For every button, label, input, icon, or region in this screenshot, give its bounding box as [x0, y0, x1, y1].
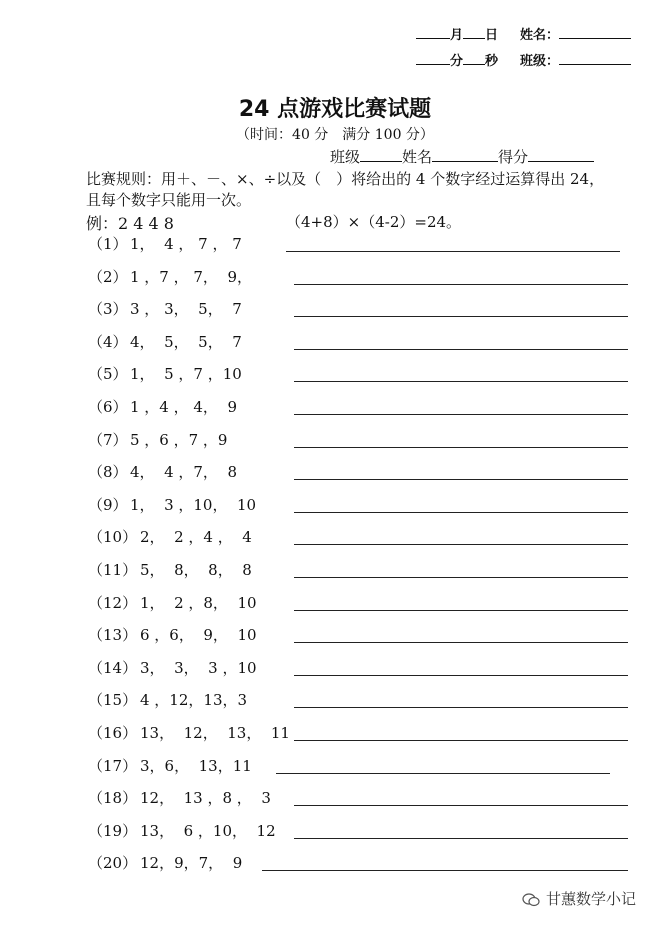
info-class-blank[interactable] — [360, 147, 402, 162]
question-number: （14） — [88, 658, 138, 677]
answer-line[interactable] — [276, 773, 610, 774]
day-label: 日 — [485, 28, 499, 43]
question-number: （11） — [88, 561, 138, 579]
question-numbers: 2， 2 ，4 ， 4 — [140, 528, 252, 547]
question-number: （16） — [88, 724, 138, 742]
answer-line[interactable] — [294, 479, 628, 480]
question-numbers: 3 ， 3， 5， 7 — [130, 300, 242, 319]
date-row — [416, 24, 498, 43]
watermark — [522, 888, 636, 909]
question-number: （6） — [88, 398, 128, 416]
answer-line[interactable] — [286, 251, 620, 252]
answer-line[interactable] — [262, 870, 628, 871]
answer-line[interactable] — [294, 577, 628, 578]
question-number: （19） — [88, 821, 138, 840]
header-name-label: 姓名： — [520, 28, 560, 43]
answer-line[interactable] — [294, 642, 628, 643]
question-numbers: 1， 5 ，7 ，10 — [130, 365, 242, 384]
question-number: （2） — [88, 267, 128, 286]
month-blank[interactable] — [416, 24, 450, 39]
answer-line[interactable] — [294, 316, 628, 317]
question-numbers: 13， 6 ，10， 12 — [140, 821, 276, 840]
question-numbers: 4， 4 ，7， 8 — [130, 463, 238, 482]
answer-line[interactable] — [294, 512, 628, 513]
wechat-icon — [522, 893, 540, 907]
question-number: （12） — [88, 593, 138, 612]
question-number: （1） — [88, 235, 128, 253]
question-number: （8） — [88, 463, 128, 482]
answer-line[interactable] — [294, 675, 628, 676]
answer-line[interactable] — [294, 414, 628, 415]
answer-line[interactable] — [294, 349, 628, 350]
answer-line[interactable] — [294, 740, 628, 741]
class-row — [520, 50, 631, 69]
answer-line[interactable] — [294, 805, 628, 806]
question-number: （18） — [88, 789, 138, 808]
rules-line-1: 比赛规则：用＋、－、×、÷以及（ ）将给出的 4 个数字经过运算得出 24， — [86, 170, 605, 188]
watermark-text: 甘蕙数学小记 — [546, 890, 637, 908]
info-name-label: 姓名 — [402, 148, 433, 166]
rules-line-2: 且每个数字只能用一次。 — [86, 191, 252, 209]
question-number: （9） — [88, 495, 128, 514]
question-numbers: 13， 12， 13， 11 — [140, 724, 290, 742]
question-numbers: 6 ，6， 9， 10 — [140, 626, 257, 645]
answer-line[interactable] — [294, 381, 628, 382]
question-number: （15） — [88, 691, 138, 710]
question-numbers: 3，6， 13，11 — [140, 756, 252, 775]
header-class-blank[interactable] — [559, 50, 631, 65]
question-number: （17） — [88, 756, 138, 775]
second-blank[interactable] — [463, 50, 485, 65]
name-row — [520, 24, 631, 43]
question-numbers: 5 ，6 ，7 ，9 — [130, 430, 228, 449]
info-class-label: 班级 — [330, 148, 361, 166]
question-number: （7） — [88, 430, 128, 449]
question-numbers: 1， 4 ， 7 ， 7 — [130, 235, 242, 253]
time-row — [416, 50, 498, 69]
answer-line[interactable] — [294, 447, 628, 448]
answer-line[interactable] — [294, 838, 628, 839]
answer-line[interactable] — [294, 284, 628, 285]
minute-blank[interactable] — [416, 50, 450, 65]
question-numbers: 5， 8， 8， 8 — [140, 561, 252, 579]
question-numbers: 3， 3， 3 ，10 — [140, 658, 257, 677]
header-class-label: 班级： — [520, 54, 560, 69]
question-number: （3） — [88, 300, 128, 319]
example-answer: （4+8）×（4-2）=24。 — [286, 213, 462, 231]
question-numbers: 1， 3 ，10， 10 — [130, 495, 257, 514]
page-subtitle: （时间：40 分 满分 100 分） — [236, 127, 434, 143]
question-number: （10） — [88, 528, 138, 547]
second-label: 秒 — [485, 54, 499, 69]
question-numbers: 4 ，12，13，3 — [140, 691, 248, 710]
question-numbers: 1 ，7 ， 7， 9， — [130, 267, 253, 286]
answer-line[interactable] — [294, 707, 628, 708]
day-blank[interactable] — [463, 24, 485, 39]
question-numbers: 1 ，4 ， 4， 9 — [130, 398, 238, 416]
page-title: 24 点游戏比赛试题 — [238, 97, 432, 122]
month-label: 月 — [450, 28, 464, 43]
question-numbers: 12，9，7， 9 — [140, 854, 243, 873]
answer-line[interactable] — [294, 544, 628, 545]
info-score-blank[interactable] — [528, 147, 594, 162]
question-numbers: 1， 2 ，8， 10 — [140, 593, 257, 612]
example-label: 例：2 4 4 8 — [86, 214, 174, 233]
question-number: （5） — [88, 365, 128, 384]
info-score-label: 得分 — [498, 148, 529, 166]
info-name-blank[interactable] — [432, 147, 498, 162]
header-name-blank[interactable] — [559, 24, 631, 39]
student-info-row — [330, 146, 594, 167]
question-number: （4） — [88, 332, 128, 351]
question-number: （13） — [88, 626, 138, 645]
question-numbers: 4， 5， 5， 7 — [130, 332, 242, 351]
answer-line[interactable] — [294, 610, 628, 611]
minute-label: 分 — [450, 54, 464, 69]
question-numbers: 12， 13 ，8 ， 3 — [140, 789, 271, 808]
question-number: （20） — [88, 854, 138, 873]
